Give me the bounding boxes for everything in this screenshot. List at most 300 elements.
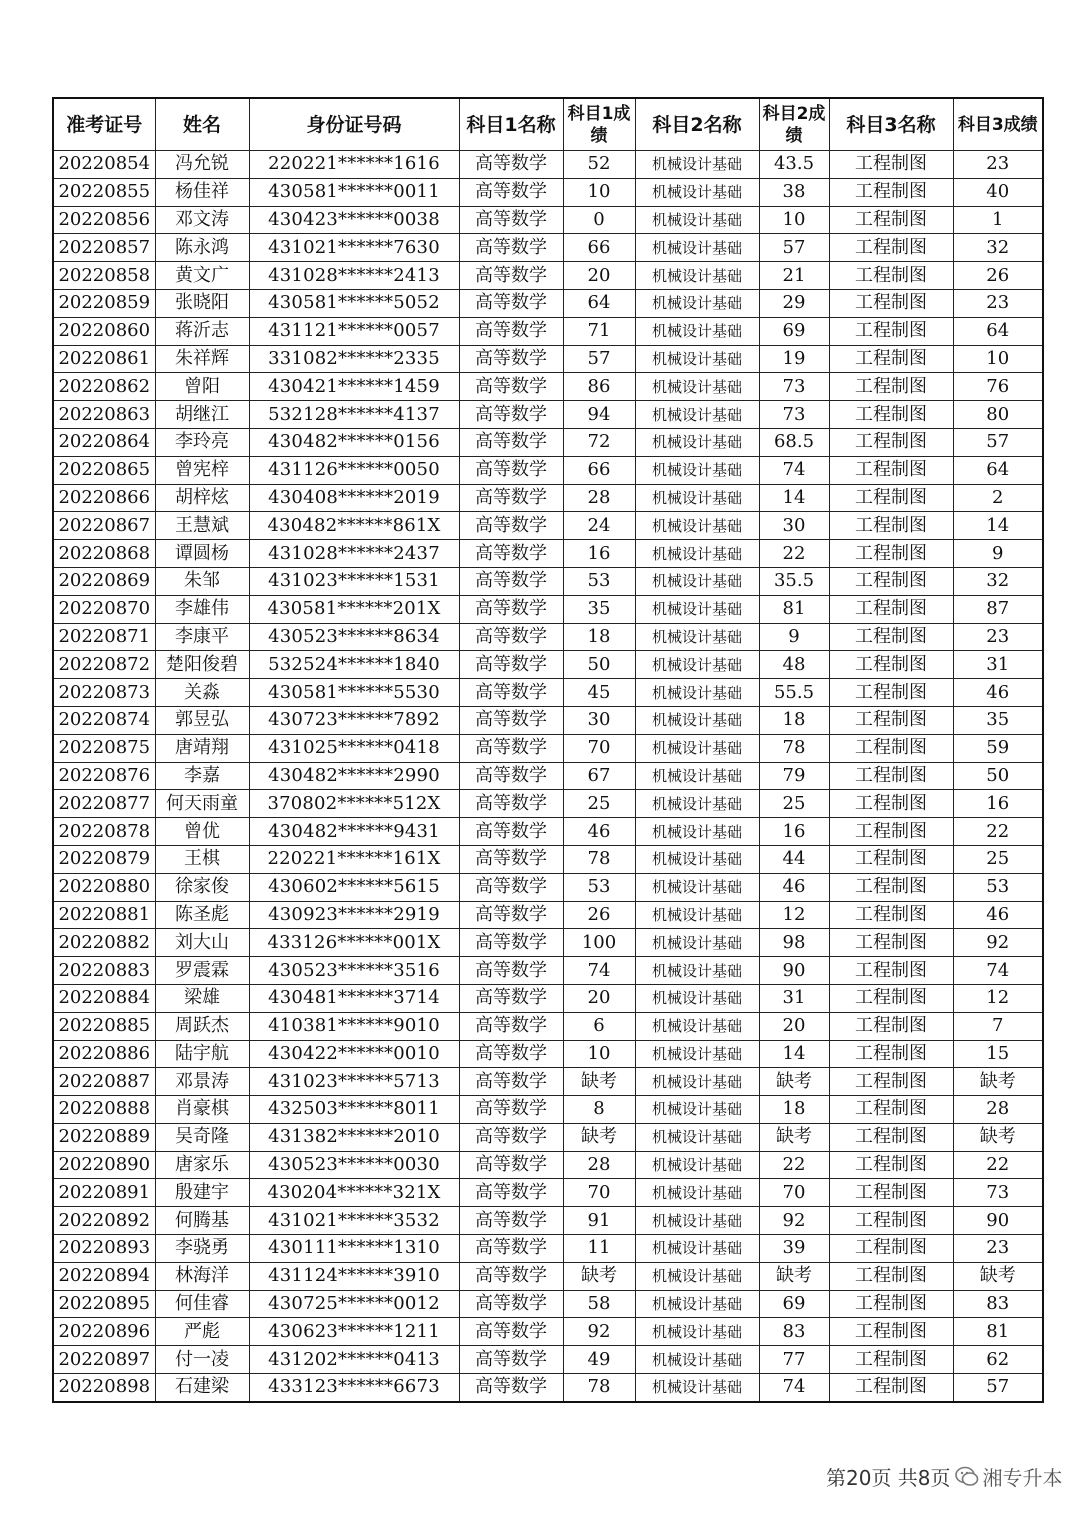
subject3-name-cell: 工程制图 — [829, 762, 953, 790]
subject3-name-cell: 工程制图 — [829, 484, 953, 512]
subject2-name-cell: 机械设计基础 — [635, 512, 759, 540]
exam-id-cell: 20220890 — [53, 1151, 155, 1179]
subject1-score-cell: 30 — [563, 706, 635, 734]
subject3-score-cell: 28 — [953, 1096, 1043, 1124]
subject2-score-cell: 9 — [759, 623, 829, 651]
subject2-name-cell: 机械设计基础 — [635, 957, 759, 985]
id-number-cell: 430581******5052 — [249, 289, 459, 317]
subject2-score-cell: 73 — [759, 401, 829, 429]
subject1-name-cell: 高等数学 — [459, 151, 563, 179]
subject2-name-cell: 机械设计基础 — [635, 484, 759, 512]
page-number: 第20页 共8页 — [826, 1466, 951, 1490]
subject1-score-cell: 6 — [563, 1012, 635, 1040]
subject3-name-cell: 工程制图 — [829, 1123, 953, 1151]
subject1-name-cell: 高等数学 — [459, 1235, 563, 1263]
name-cell: 石建梁 — [155, 1374, 249, 1402]
exam-id-cell: 20220891 — [53, 1179, 155, 1207]
subject3-score-cell: 40 — [953, 178, 1043, 206]
table-row — [53, 484, 1043, 512]
subject2-name-cell: 机械设计基础 — [635, 734, 759, 762]
table-row — [53, 567, 1043, 595]
table-body — [53, 151, 1043, 1402]
subject3-name-cell: 工程制图 — [829, 984, 953, 1012]
table-row — [53, 1012, 1043, 1040]
subject1-name-cell: 高等数学 — [459, 679, 563, 707]
subject3-name-cell: 工程制图 — [829, 206, 953, 234]
header-subject2-score: 科目2成绩 — [759, 98, 829, 151]
subject3-name-cell: 工程制图 — [829, 428, 953, 456]
name-cell: 李嘉 — [155, 762, 249, 790]
name-cell: 陈永鸿 — [155, 234, 249, 262]
name-cell: 肖豪棋 — [155, 1096, 249, 1124]
table-row — [53, 623, 1043, 651]
id-number-cell: 431021******3532 — [249, 1207, 459, 1235]
name-cell: 刘大山 — [155, 929, 249, 957]
subject2-name-cell: 机械设计基础 — [635, 373, 759, 401]
id-number-cell: 431028******2413 — [249, 262, 459, 290]
subject1-name-cell: 高等数学 — [459, 762, 563, 790]
id-number-cell: 431023******5713 — [249, 1068, 459, 1096]
table-row — [53, 206, 1043, 234]
subject3-name-cell: 工程制图 — [829, 1012, 953, 1040]
subject1-score-cell: 46 — [563, 818, 635, 846]
page-footer — [826, 1462, 1063, 1491]
subject2-name-cell: 机械设计基础 — [635, 595, 759, 623]
subject3-score-cell: 53 — [953, 873, 1043, 901]
exam-id-cell: 20220864 — [53, 428, 155, 456]
subject2-name-cell: 机械设计基础 — [635, 206, 759, 234]
subject1-score-cell: 74 — [563, 957, 635, 985]
name-cell: 林海洋 — [155, 1262, 249, 1290]
subject3-name-cell: 工程制图 — [829, 1318, 953, 1346]
name-cell: 李骁勇 — [155, 1235, 249, 1263]
subject3-name-cell: 工程制图 — [829, 1262, 953, 1290]
exam-id-cell: 20220885 — [53, 1012, 155, 1040]
exam-id-cell: 20220868 — [53, 540, 155, 568]
exam-id-cell: 20220881 — [53, 901, 155, 929]
subject3-score-cell: 15 — [953, 1040, 1043, 1068]
subject3-name-cell: 工程制图 — [829, 734, 953, 762]
id-number-cell: 430482******861X — [249, 512, 459, 540]
subject2-score-cell: 10 — [759, 206, 829, 234]
subject1-name-cell: 高等数学 — [459, 1207, 563, 1235]
subject1-name-cell: 高等数学 — [459, 1318, 563, 1346]
subject1-score-cell: 91 — [563, 1207, 635, 1235]
subject3-name-cell: 工程制图 — [829, 1346, 953, 1374]
id-number-cell: 430422******0010 — [249, 1040, 459, 1068]
subject3-name-cell: 工程制图 — [829, 845, 953, 873]
subject3-name-cell: 工程制图 — [829, 456, 953, 484]
subject2-score-cell: 14 — [759, 484, 829, 512]
subject1-score-cell: 20 — [563, 262, 635, 290]
subject3-name-cell: 工程制图 — [829, 345, 953, 373]
subject2-name-cell: 机械设计基础 — [635, 1179, 759, 1207]
exam-id-cell: 20220876 — [53, 762, 155, 790]
table-row — [53, 345, 1043, 373]
subject3-score-cell: 80 — [953, 401, 1043, 429]
table-row — [53, 178, 1043, 206]
subject3-score-cell: 81 — [953, 1318, 1043, 1346]
subject1-name-cell: 高等数学 — [459, 984, 563, 1012]
id-number-cell: 431023******1531 — [249, 567, 459, 595]
subject2-score-cell: 缺考 — [759, 1068, 829, 1096]
subject2-name-cell: 机械设计基础 — [635, 151, 759, 179]
exam-id-cell: 20220859 — [53, 289, 155, 317]
id-number-cell: 430204******321X — [249, 1179, 459, 1207]
subject2-score-cell: 92 — [759, 1207, 829, 1235]
subject2-name-cell: 机械设计基础 — [635, 178, 759, 206]
subject1-score-cell: 26 — [563, 901, 635, 929]
table-row — [53, 401, 1043, 429]
id-number-cell: 220221******161X — [249, 845, 459, 873]
id-number-cell: 430482******9431 — [249, 818, 459, 846]
name-cell: 何佳睿 — [155, 1290, 249, 1318]
subject2-name-cell: 机械设计基础 — [635, 262, 759, 290]
subject1-score-cell: 0 — [563, 206, 635, 234]
subject2-name-cell: 机械设计基础 — [635, 1374, 759, 1402]
subject1-name-cell: 高等数学 — [459, 651, 563, 679]
exam-id-cell: 20220880 — [53, 873, 155, 901]
subject3-name-cell: 工程制图 — [829, 1151, 953, 1179]
subject2-score-cell: 46 — [759, 873, 829, 901]
subject3-name-cell: 工程制图 — [829, 151, 953, 179]
subject3-name-cell: 工程制图 — [829, 373, 953, 401]
subject2-score-cell: 90 — [759, 957, 829, 985]
exam-id-cell: 20220877 — [53, 790, 155, 818]
table-row — [53, 790, 1043, 818]
subject2-score-cell: 缺考 — [759, 1123, 829, 1151]
subject1-name-cell: 高等数学 — [459, 373, 563, 401]
id-number-cell: 430523******3516 — [249, 957, 459, 985]
subject3-score-cell: 22 — [953, 818, 1043, 846]
subject2-name-cell: 机械设计基础 — [635, 1012, 759, 1040]
subject3-score-cell: 9 — [953, 540, 1043, 568]
subject3-name-cell: 工程制图 — [829, 1096, 953, 1124]
name-cell: 何腾基 — [155, 1207, 249, 1235]
subject1-score-cell: 11 — [563, 1235, 635, 1263]
subject1-score-cell: 57 — [563, 345, 635, 373]
name-cell: 胡梓炫 — [155, 484, 249, 512]
subject1-name-cell: 高等数学 — [459, 929, 563, 957]
id-number-cell: 433123******6673 — [249, 1374, 459, 1402]
table-row — [53, 762, 1043, 790]
subject1-score-cell: 35 — [563, 595, 635, 623]
name-cell: 严彪 — [155, 1318, 249, 1346]
id-number-cell: 431202******0413 — [249, 1346, 459, 1374]
id-number-cell: 431021******7630 — [249, 234, 459, 262]
name-cell: 杨佳祥 — [155, 178, 249, 206]
subject3-score-cell: 76 — [953, 373, 1043, 401]
subject3-score-cell: 10 — [953, 345, 1043, 373]
subject3-name-cell: 工程制图 — [829, 929, 953, 957]
table-row — [53, 234, 1043, 262]
subject1-name-cell: 高等数学 — [459, 1068, 563, 1096]
subject1-name-cell: 高等数学 — [459, 289, 563, 317]
id-number-cell: 433126******001X — [249, 929, 459, 957]
name-cell: 楚阳俊碧 — [155, 651, 249, 679]
table-row — [53, 1068, 1043, 1096]
subject1-name-cell: 高等数学 — [459, 1179, 563, 1207]
subject2-name-cell: 机械设计基础 — [635, 623, 759, 651]
id-number-cell: 370802******512X — [249, 790, 459, 818]
subject2-name-cell: 机械设计基础 — [635, 456, 759, 484]
subject3-score-cell: 74 — [953, 957, 1043, 985]
exam-id-cell: 20220893 — [53, 1235, 155, 1263]
name-cell: 付一凌 — [155, 1346, 249, 1374]
subject2-score-cell: 69 — [759, 1290, 829, 1318]
subject2-score-cell: 74 — [759, 456, 829, 484]
subject3-name-cell: 工程制图 — [829, 595, 953, 623]
subject2-name-cell: 机械设计基础 — [635, 1207, 759, 1235]
name-cell: 徐家俊 — [155, 873, 249, 901]
subject2-score-cell: 68.5 — [759, 428, 829, 456]
id-number-cell: 430481******3714 — [249, 984, 459, 1012]
subject3-name-cell: 工程制图 — [829, 873, 953, 901]
subject1-name-cell: 高等数学 — [459, 567, 563, 595]
subject3-name-cell: 工程制图 — [829, 623, 953, 651]
header-exam-id: 准考证号 — [53, 98, 155, 151]
subject3-score-cell: 92 — [953, 929, 1043, 957]
subject1-name-cell: 高等数学 — [459, 317, 563, 345]
exam-id-cell: 20220867 — [53, 512, 155, 540]
subject3-score-cell: 25 — [953, 845, 1043, 873]
name-cell: 曾宪梓 — [155, 456, 249, 484]
id-number-cell: 430723******7892 — [249, 706, 459, 734]
id-number-cell: 220221******1616 — [249, 151, 459, 179]
subject1-score-cell: 66 — [563, 456, 635, 484]
subject3-name-cell: 工程制图 — [829, 1040, 953, 1068]
exam-id-cell: 20220879 — [53, 845, 155, 873]
subject2-name-cell: 机械设计基础 — [635, 873, 759, 901]
subject2-name-cell: 机械设计基础 — [635, 679, 759, 707]
subject3-score-cell: 35 — [953, 706, 1043, 734]
subject1-score-cell: 78 — [563, 845, 635, 873]
id-number-cell: 430408******2019 — [249, 484, 459, 512]
subject3-name-cell: 工程制图 — [829, 957, 953, 985]
table-row — [53, 1346, 1043, 1374]
subject2-score-cell: 73 — [759, 373, 829, 401]
exam-id-cell: 20220866 — [53, 484, 155, 512]
name-cell: 邓文涛 — [155, 206, 249, 234]
subject1-score-cell: 86 — [563, 373, 635, 401]
exam-id-cell: 20220892 — [53, 1207, 155, 1235]
subject2-score-cell: 12 — [759, 901, 829, 929]
id-number-cell: 430523******8634 — [249, 623, 459, 651]
exam-id-cell: 20220855 — [53, 178, 155, 206]
table-row — [53, 1262, 1043, 1290]
subject3-score-cell: 57 — [953, 428, 1043, 456]
subject1-name-cell: 高等数学 — [459, 957, 563, 985]
table-row — [53, 456, 1043, 484]
subject2-name-cell: 机械设计基础 — [635, 651, 759, 679]
subject1-score-cell: 缺考 — [563, 1262, 635, 1290]
subject2-score-cell: 55.5 — [759, 679, 829, 707]
exam-id-cell: 20220860 — [53, 317, 155, 345]
subject1-name-cell: 高等数学 — [459, 1040, 563, 1068]
subject2-name-cell: 机械设计基础 — [635, 790, 759, 818]
subject1-score-cell: 20 — [563, 984, 635, 1012]
subject1-score-cell: 94 — [563, 401, 635, 429]
table-row — [53, 679, 1043, 707]
subject2-name-cell: 机械设计基础 — [635, 1151, 759, 1179]
subject3-name-cell: 工程制图 — [829, 234, 953, 262]
subject2-name-cell: 机械设计基础 — [635, 984, 759, 1012]
subject1-score-cell: 66 — [563, 234, 635, 262]
subject2-score-cell: 78 — [759, 734, 829, 762]
subject1-name-cell: 高等数学 — [459, 1346, 563, 1374]
subject2-name-cell: 机械设计基础 — [635, 1040, 759, 1068]
subject3-name-cell: 工程制图 — [829, 706, 953, 734]
subject3-name-cell: 工程制图 — [829, 567, 953, 595]
name-cell: 唐靖翔 — [155, 734, 249, 762]
name-cell: 邓景涛 — [155, 1068, 249, 1096]
subject1-score-cell: 28 — [563, 1151, 635, 1179]
id-number-cell: 430482******2990 — [249, 762, 459, 790]
subject1-name-cell: 高等数学 — [459, 428, 563, 456]
subject2-score-cell: 21 — [759, 262, 829, 290]
subject1-score-cell: 10 — [563, 1040, 635, 1068]
table-row — [53, 818, 1043, 846]
subject1-score-cell: 53 — [563, 567, 635, 595]
subject3-name-cell: 工程制图 — [829, 651, 953, 679]
exam-id-cell: 20220862 — [53, 373, 155, 401]
subject1-name-cell: 高等数学 — [459, 401, 563, 429]
id-number-cell: 430523******0030 — [249, 1151, 459, 1179]
name-cell: 关淼 — [155, 679, 249, 707]
name-cell: 陆宇航 — [155, 1040, 249, 1068]
name-cell: 谭圆杨 — [155, 540, 249, 568]
subject3-score-cell: 22 — [953, 1151, 1043, 1179]
table-row — [53, 428, 1043, 456]
id-number-cell: 430581******201X — [249, 595, 459, 623]
subject1-name-cell: 高等数学 — [459, 262, 563, 290]
header-subject1-name: 科目1名称 — [459, 98, 563, 151]
subject2-name-cell: 机械设计基础 — [635, 901, 759, 929]
name-cell: 胡继江 — [155, 401, 249, 429]
name-cell: 梁雄 — [155, 984, 249, 1012]
subject1-name-cell: 高等数学 — [459, 1151, 563, 1179]
name-cell: 郭昱弘 — [155, 706, 249, 734]
id-number-cell: 430725******0012 — [249, 1290, 459, 1318]
header-subject3-name: 科目3名称 — [829, 98, 953, 151]
exam-id-cell: 20220882 — [53, 929, 155, 957]
header-subject2-name: 科目2名称 — [635, 98, 759, 151]
subject2-name-cell: 机械设计基础 — [635, 428, 759, 456]
subject2-score-cell: 70 — [759, 1179, 829, 1207]
table-row — [53, 845, 1043, 873]
subject1-score-cell: 45 — [563, 679, 635, 707]
subject1-score-cell: 52 — [563, 151, 635, 179]
subject3-score-cell: 23 — [953, 151, 1043, 179]
id-number-cell: 430623******1211 — [249, 1318, 459, 1346]
subject1-name-cell: 高等数学 — [459, 845, 563, 873]
name-cell: 冯允锐 — [155, 151, 249, 179]
subject1-score-cell: 72 — [563, 428, 635, 456]
subject2-score-cell: 81 — [759, 595, 829, 623]
subject1-name-cell: 高等数学 — [459, 623, 563, 651]
name-cell: 何天雨童 — [155, 790, 249, 818]
id-number-cell: 410381******9010 — [249, 1012, 459, 1040]
subject1-score-cell: 缺考 — [563, 1123, 635, 1151]
subject3-score-cell: 46 — [953, 901, 1043, 929]
subject3-score-cell: 73 — [953, 1179, 1043, 1207]
subject1-score-cell: 53 — [563, 873, 635, 901]
subject2-score-cell: 57 — [759, 234, 829, 262]
id-number-cell: 430581******5530 — [249, 679, 459, 707]
subject2-score-cell: 19 — [759, 345, 829, 373]
exam-id-cell: 20220878 — [53, 818, 155, 846]
table-row — [53, 1207, 1043, 1235]
subject2-score-cell: 14 — [759, 1040, 829, 1068]
subject1-score-cell: 67 — [563, 762, 635, 790]
name-cell: 曾阳 — [155, 373, 249, 401]
subject3-score-cell: 83 — [953, 1290, 1043, 1318]
subject3-score-cell: 32 — [953, 567, 1043, 595]
table-row — [53, 595, 1043, 623]
subject1-score-cell: 58 — [563, 1290, 635, 1318]
subject2-name-cell: 机械设计基础 — [635, 234, 759, 262]
table-row — [53, 984, 1043, 1012]
name-cell: 周跃杰 — [155, 1012, 249, 1040]
table-row — [53, 1374, 1043, 1402]
scores-table — [52, 97, 1044, 1403]
subject2-score-cell: 39 — [759, 1235, 829, 1263]
subject1-score-cell: 71 — [563, 317, 635, 345]
table-row — [53, 1179, 1043, 1207]
exam-id-cell: 20220897 — [53, 1346, 155, 1374]
subject2-score-cell: 20 — [759, 1012, 829, 1040]
subject3-score-cell: 50 — [953, 762, 1043, 790]
name-cell: 李康平 — [155, 623, 249, 651]
subject3-name-cell: 工程制图 — [829, 790, 953, 818]
subject3-score-cell: 46 — [953, 679, 1043, 707]
exam-id-cell: 20220888 — [53, 1096, 155, 1124]
subject3-score-cell: 1 — [953, 206, 1043, 234]
subject3-name-cell: 工程制图 — [829, 540, 953, 568]
subject2-name-cell: 机械设计基础 — [635, 929, 759, 957]
subject2-name-cell: 机械设计基础 — [635, 567, 759, 595]
exam-id-cell: 20220875 — [53, 734, 155, 762]
subject3-score-cell: 12 — [953, 984, 1043, 1012]
subject3-name-cell: 工程制图 — [829, 1374, 953, 1402]
subject1-name-cell: 高等数学 — [459, 1262, 563, 1290]
subject2-name-cell: 机械设计基础 — [635, 1096, 759, 1124]
subject3-name-cell: 工程制图 — [829, 317, 953, 345]
table-row — [53, 1123, 1043, 1151]
subject1-name-cell: 高等数学 — [459, 178, 563, 206]
table-row — [53, 289, 1043, 317]
subject3-score-cell: 7 — [953, 1012, 1043, 1040]
subject1-score-cell: 50 — [563, 651, 635, 679]
subject3-name-cell: 工程制图 — [829, 1235, 953, 1263]
subject2-score-cell: 43.5 — [759, 151, 829, 179]
subject1-name-cell: 高等数学 — [459, 734, 563, 762]
id-number-cell: 331082******2335 — [249, 345, 459, 373]
exam-id-cell: 20220886 — [53, 1040, 155, 1068]
subject3-name-cell: 工程制图 — [829, 1179, 953, 1207]
subject1-score-cell: 24 — [563, 512, 635, 540]
subject3-score-cell: 缺考 — [953, 1262, 1043, 1290]
subject2-score-cell: 22 — [759, 1151, 829, 1179]
table-row — [53, 1318, 1043, 1346]
table-row — [53, 1151, 1043, 1179]
subject3-score-cell: 87 — [953, 595, 1043, 623]
subject3-score-cell: 62 — [953, 1346, 1043, 1374]
name-cell: 李玲亮 — [155, 428, 249, 456]
subject2-score-cell: 缺考 — [759, 1262, 829, 1290]
subject1-score-cell: 28 — [563, 484, 635, 512]
subject1-score-cell: 8 — [563, 1096, 635, 1124]
